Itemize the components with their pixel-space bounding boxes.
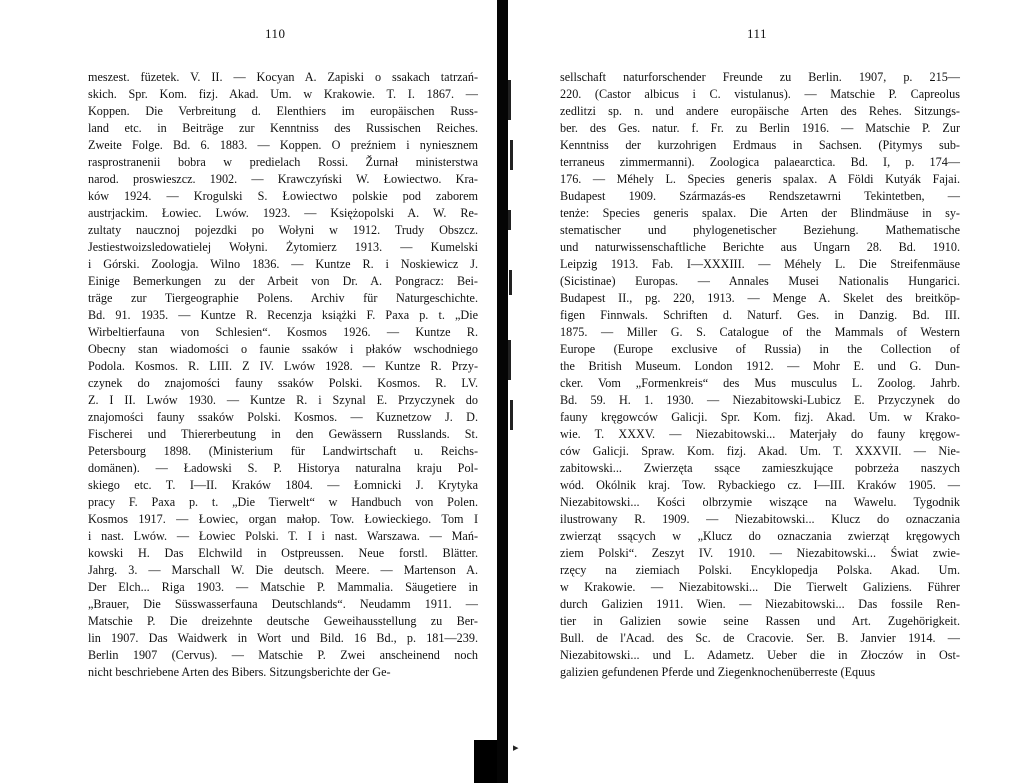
text-line: sellschaft naturforschender Freunde zu Berlin. 1907, p. 215— [560,70,960,84]
text-line: Bull. de l'Acad. des Sc. de Cracovie. Ser. B. Janvier 1914. — [560,631,960,645]
text-line: i nast. Lwów. — Łowiec Polski. T. I i nast. Warszawa. — Mań- [88,529,478,543]
text-line: (Sicistinae) Europas. — Annales Musei Nationalis Hungarici. [560,274,960,288]
text-line: Koppen. Die Verbreitung d. Elenthiers im europäischen Russ- [88,104,478,118]
text-line: w Krakowie. — Niezabitowski... Die Tierwelt Galiziens. Führer [560,580,960,594]
text-line: Budapest II., pg. 220, 1913. — Menge A. Skelet des breitköp- [560,291,960,305]
text-line: ilustrowany R. 1909. — Niezabitowski... Klucz do oznaczania [560,512,960,526]
text-line: Budapest 1909. Származás-es Rendszetawrni Tekintetben, — [560,189,960,203]
text-line: land etc. in Beiträge zur Kenntniss des Russischen Reiches. [88,121,478,135]
text-line: wód. Okólnik kraj. Tow. Rybackiego cz. I—III. Kraków 1905. — [560,478,960,492]
text-line: rzęcy na ziemiach Polski. Encyklopedja Polska. Akad. Um. [560,563,960,577]
text-line: Podola. Kosmos. R. LIII. Z IV. Lwów 1928. — Kuntze R. Przy- [88,359,478,373]
text-line: zwierząt ssących w „Klucz do oznaczania zwierząt kręgowych [560,529,960,543]
text-line: Bd. 91. 1935. — Kuntze R. Recenzja książki F. Paxa p. t. „Die [88,308,478,322]
text-line: Matschie P. Die dreizehnte deutsche Geweihausstellung zu Ber- [88,614,478,628]
text-line: fauny kręgowców Galicji. Spr. Kom. fizj. Akad. Um. w Krako- [560,410,960,424]
text-line: the British Museum. London 1912. — Mohr E. und G. Dun- [560,359,960,373]
text-line: Berlin 1907 (Cervus). — Matschie P. Zwei anscheinend noch [88,648,478,662]
text-line: galizien gefundenen Pferde und Ziegenknochenüberreste (Equus [560,665,876,679]
text-line: skich. Spr. Kom. fizj. Akad. Um. w Krakowie. T. I. 1867. — [88,87,478,101]
text-line: zabitowski... Zwierzęta ssące zamieszkujące pobrzeża naszych [560,461,960,475]
text-line: pracy F. Paxa p. t. „Die Tierwelt“ w Handbuch von Polen. [88,495,478,509]
text-line: austrjackim. Łowiec. Lwów. 1923. — Księżopolski A. W. Re- [88,206,478,220]
text-line: Kenntniss der kurzohrigen Erdmaus in Sachsen. (Pitymys sub- [560,138,960,152]
text-line: i Górski. Zoologja. Wilno 1836. — Kuntze R. i Noskiewicz J. [88,257,478,271]
text-line: czynek do znajomości fauny ssaków Polski. Kosmos. R. LV. [88,376,478,390]
text-line: tenże: Species generis spalax. Die Arten der Blindmäuse in sy- [560,206,960,220]
text-line: domänen). — Ładowski S. P. Historya naturalna kraju Pol- [88,461,478,475]
text-line: Z. I II. Lwów 1930. — Kuntze R. i Szynal E. Przyczynek do [88,393,478,407]
text-line: „Brauer, Die Süsswasserfauna Deutschlands“. Neudamm 1911. — [88,597,478,611]
bibliography-text [560,69,960,681]
text-line: durch Galizien 1911. Wien. — Niezabitowski... Das fossile Ren- [560,597,960,611]
text-line: meszest. füzetek. V. II. — Kocyan A. Zapiski o ssakach tatrzań- [88,70,478,84]
text-line: wie. T. XXXV. — Niezabitowski... Materjały do fauny kręgow- [560,427,960,441]
text-line: 176. — Méhely L. Species generis spalax. A Földi Kutyák Fajai. [560,172,960,186]
text-line: Obecny stan wiadomości o faunie ssaków i płaków wschodniego [88,342,478,356]
text-line: ców Galicji. Spraw. Kom. fizj. Akad. Um. T. XXXVII. — Nie- [560,444,960,458]
text-line: 220. (Castor albicus i C. vistulanus). — Matschie P. Capreolus [560,87,960,101]
text-line: Leipzig 1913. Fab. I—XXXIII. — Méhely L. Die Streifenmäuse [560,257,960,271]
text-line: Der Elch... Riga 1903. — Matschie P. Mammalia. Säugetiere in [88,580,478,594]
text-line: ber. des Ges. natur. f. Fr. zu Berlin 1916. — Matschie P. Zur [560,121,960,135]
text-line: Europe (Europe exclusive of Russia) in the Collection of [560,342,960,356]
text-line: Zweite Folge. Bd. 6. 1883. — Koppen. O preźniem i nyniesznem [88,138,478,152]
text-line: znajomości fauny ssaków Polski. Kosmos. — Kuznetzow J. D. [88,410,478,424]
text-line: ziem Polski“. Zeszyt IV. 1910. — Niezabitowski... Świat zwie- [560,546,960,560]
scan-shadow [474,740,497,783]
text-line: lin 1907. Das Waidwerk in Wort und Bild. 16 Bd., p. 181—239. [88,631,478,645]
text-line: rasprostranenii bobra w predielach Rossi. Žurnał ministerstwa [88,155,478,169]
text-line: ków 1924. — Krogulski S. Łowiectwo polskie pod zaborem [88,189,478,203]
text-line: stematischer und phylogenetischer Beziehung. Mathematische [560,223,960,237]
text-line: figen Finnwals. Schriften d. Naturf. Ges. in Danzig. Bd. III. [560,308,960,322]
text-line: Einige Bemerkungen zu der Arbeit von Dr. A. Pongracz: Bei- [88,274,478,288]
text-line: Niezabitowski... Kości olbrzymie wiszące na Wawelu. Tygodnik [560,495,960,509]
text-line: Bd. 59. H. 1. 1930. — Niezabitowski-Lubicz E. Przyczynek do [560,393,960,407]
text-line: kowski H. Das Elchwild in Ostpreussen. Neue forstl. Blätter. [88,546,478,560]
text-line: terraneus zimmermanni). Zoologica palaearctica. Bd. I, p. 174— [560,155,960,169]
text-line: narod. proswieszcz. 1902. — Krawczyński W. Łowiectwo. Kra- [88,172,478,186]
text-line: tier in Galizien sowie seine Rassen und Art. Zugehörigkeit. [560,614,960,628]
text-line: Jestiestwoizsledowatielej Wołyni. Żytomierz 1913. — Kumelski [88,240,478,254]
text-line: zedlitzi sp. n. und andere europäische Arten des Rehes. Sitzungs- [560,104,960,118]
binding-shadow [508,80,516,440]
margin-mark: ▸ [513,742,519,754]
text-line: Jahrg. 3. — Marschall W. Die deutsch. Meere. — Martenson A. [88,563,478,577]
text-line: Niezabitowski... und L. Adametz. Ueber die in Złoczów in Ost- [560,648,960,662]
page-number: 111 [747,26,768,41]
bibliography-text [88,69,478,681]
text-line: skiego etc. T. I—II. Kraków 1804. — Łomnicki J. Krytyka [88,478,478,492]
text-line: zultaty naucznoj pojezdki po Wołyni w 1912. Trudy Obszcz. [88,223,478,237]
text-line: Petersbourg 1898. (Ministerium für Landwirtschaft u. Reichs- [88,444,478,458]
page-number: 110 [265,26,286,41]
left-page [0,0,497,783]
text-line: nicht beschriebene Arten des Bibers. Sitzungsberichte der Ge- [88,665,391,679]
text-line: und naturwissenschaftliche Berichte aus Ungarn 28. Bd. 1910. [560,240,960,254]
text-line: Fischerei und Thiererbeutung in den Gewässern Russlands. St. [88,427,478,441]
text-line: cker. Vom „Formenkreis“ des Mus musculus L. Zoolog. Jahrb. [560,376,960,390]
text-line: 1875. — Miller G. S. Catalogue of the Mammals of Western [560,325,960,339]
right-page [508,0,1024,783]
book-gutter [497,0,508,783]
text-line: Wirbeltierfauna von Schlesien“. Kosmos 1926. — Kuntze R. [88,325,478,339]
text-line: träge zur Tiergeographie Polens. Archiv für Naturgeschichte. [88,291,478,305]
text-line: Kosmos 1917. — Łowiec, organ małop. Tow. Łowieckiego. Tom I [88,512,478,526]
